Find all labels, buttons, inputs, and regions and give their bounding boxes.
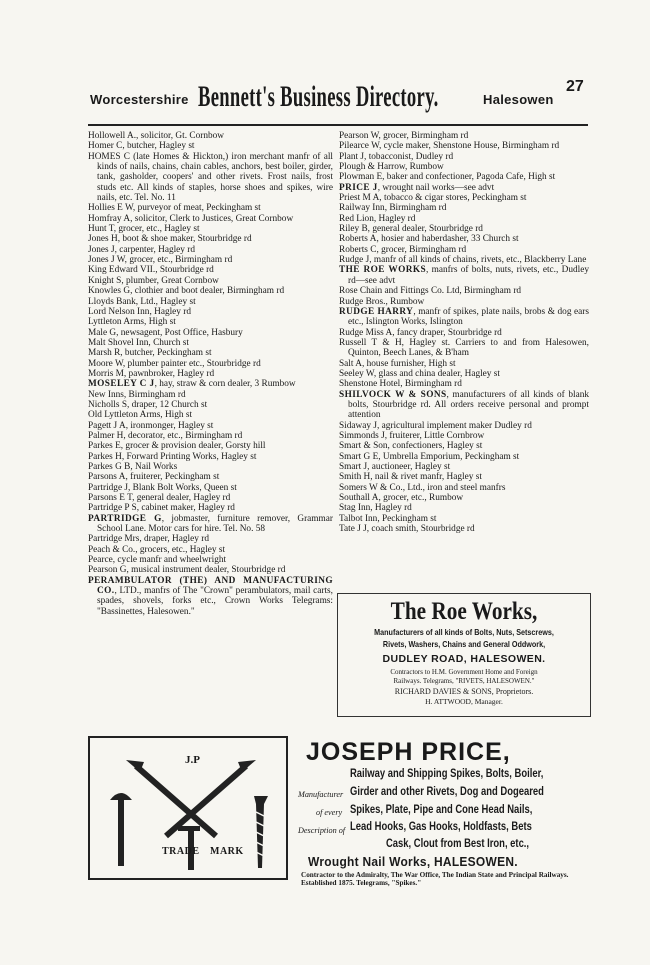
directory-entry: Morris M, pawnbroker, Hagley rd — [88, 368, 215, 379]
directory-entry: Knowles G, clothier and boot dealer, Birmingham rd — [88, 286, 285, 297]
directory-entry: Rose Chain and Fittings Co. Ltd, Birmingham rd — [339, 286, 522, 297]
directory-entry: Old Lyttleton Arms, High st — [88, 410, 193, 421]
roe-works-address: DUDLEY ROAD, HALESOWEN. — [382, 653, 546, 665]
directory-entry: Marsh R, butcher, Peckingham st — [88, 348, 212, 359]
directory-entry: RUDGE HARRY, manfr of spikes, plate nails, brobs & dog ears etc., Islington Works, Islington — [339, 306, 589, 328]
price-row2: Girder and other Rivets, Dog and Dogeared — [350, 786, 544, 798]
roe-works-manager: H. ATTWOOD, Manager. — [425, 697, 503, 706]
directory-entry: Moore W, plumber painter etc., Stourbridge rd — [88, 358, 261, 369]
directory-entry: Russell T & H, Hagley st. Carriers to and from Halesowen, Quinton, Beech Lanes, & B'ham — [339, 337, 589, 359]
directory-entry: Stag Inn, Hagley rd — [339, 503, 412, 514]
price-row5: Cask, Clout from Best Iron, etc., — [386, 838, 530, 850]
directory-entry: HOMES C (late Homes & Hickton,) iron merchant manfr of all kinds of nails, chains, chain cables, anchors, best boiler, girder, tank, gasholder, coopers' and other rivets. Frost nails, frost studs etc. All kinds of staples, horse shoes and spikes, wire nails, etc. Tel. No. 11 — [88, 151, 333, 204]
directory-entry: Parkes E, grocer & provision dealer, Gorsty hill — [88, 441, 266, 452]
directory-entry: Red Lion, Hagley rd — [339, 213, 416, 224]
directory-entry: Knight S, plumber, Great Cornbow — [88, 275, 219, 286]
directory-entry: Smith H, nail & rivet manfr, Hagley st — [339, 472, 482, 483]
directory-entry: Plant J, tobacconist, Dudley rd — [339, 151, 454, 162]
directory-entry: Smart G E, Umbrella Emporium, Peckingham st — [339, 451, 520, 462]
page-title: Bennett's Business Directory. — [198, 80, 439, 113]
directory-entry: PERAMBULATOR (THE) AND MANUFACTURING CO., LTD., manfrs of The "Crown" perambulators, mail carts, spades, shovels, forks etc., Crown Works Telegrams: "Bassinettes, Halesowen." — [88, 575, 333, 617]
price-row4: Lead Hooks, Gas Hooks, Holdfasts, Bets — [350, 821, 532, 833]
mark-label: MARK — [210, 846, 244, 857]
directory-entry: Somers W & Co., Ltd., iron and steel manfrs — [339, 482, 506, 493]
directory-entry: Sidaway J, agricultural implement maker Dudley rd — [339, 420, 532, 431]
directory-entry: Hunt T, grocer, etc., Hagley st — [88, 224, 200, 235]
header-rule — [88, 124, 588, 126]
joseph-price-advert — [88, 728, 591, 888]
roe-works-advert — [337, 593, 591, 717]
directory-entry: Rudge Bros., Rumbow — [339, 296, 425, 307]
roe-works-line1: Manufacturers of all kinds of Bolts, Nuts, Setscrews, — [374, 627, 554, 637]
directory-entry: Partridge J, Blank Bolt Works, Queen st — [88, 482, 237, 493]
left-column — [88, 131, 333, 617]
roe-works-proprietors: RICHARD DAVIES & SONS, Proprietors. — [394, 687, 534, 696]
directory-entry: SHILVOCK W & SONS, manufacturers of all kinds of blank bolts, Stourbridge rd. All orders receive personal and prompt attention — [339, 389, 589, 421]
directory-entry: Pearson W, grocer, Birmingham rd — [339, 131, 469, 141]
page-number: 27 — [566, 78, 584, 95]
directory-entry: Parsons A, fruiterer, Peckingham st — [88, 472, 220, 483]
directory-entry: Priest M A, tobacco & cigar stores, Peckingham st — [339, 193, 527, 204]
price-side-description: Description of — [298, 826, 346, 835]
directory-entry: Peach & Co., grocers, etc., Hagley st — [88, 544, 226, 555]
directory-entry: Roberts C, grocer, Birmingham rd — [339, 244, 467, 255]
directory-entry: Pagett J A, ironmonger, Hagley st — [88, 420, 214, 431]
directory-entry: Shenstone Hotel, Birmingham rd — [339, 379, 462, 390]
directory-entry: Pearce, cycle manfr and wheelwright — [88, 555, 227, 566]
directory-entry: Parkes G B, Nail Works — [88, 462, 178, 472]
directory-entry: Parsons E T, general dealer, Hagley rd — [88, 493, 231, 504]
directory-entry: Palmer H, decorator, etc., Birmingham rd — [88, 430, 243, 441]
directory-entry: Nicholls S, draper, 12 Church st — [88, 399, 208, 410]
directory-entry: Pilearce W, cycle maker, Shenstone House, Birmingham rd — [339, 141, 560, 152]
directory-entry: Simmonds J, fruiterer, Little Cornbrow — [339, 430, 485, 441]
directory-entry: Jones J, carpenter, Hagley rd — [88, 244, 196, 255]
directory-entry: Hollowell A., solicitor, Gt. Cornbow — [88, 131, 224, 141]
directory-entry: Plowman E, baker and confectioner, Pagoda Cafe, High st — [339, 172, 556, 183]
directory-entry: Jones H, boot & shoe maker, Stourbridge rd — [88, 234, 252, 245]
directory-entry: Roberts A, hosier and haberdasher, 33 Church st — [339, 234, 519, 245]
county-label: Worcestershire — [90, 92, 189, 107]
directory-entry: Rudge J, manfr of all kinds of chains, rivets, etc., Blackberry Lane — [339, 255, 587, 266]
trade-label: TRADE — [162, 846, 200, 857]
price-row3: Spikes, Plate, Pipe and Cone Head Nails, — [350, 804, 533, 816]
roe-works-contract1: Contractors to H.M. Government Home and Foreign — [390, 668, 538, 676]
directory-entry: New Inns, Birmingham rd — [88, 389, 186, 400]
directory-entry: Homer C, butcher, Hagley st — [88, 141, 195, 152]
trade-mark-initials: J.P — [185, 754, 200, 766]
town-label: Halesowen — [483, 92, 554, 107]
directory-entry: Smart & Son, confectioners, Hagley st — [339, 441, 483, 452]
directory-entry: MOSELEY C J, hay, straw & corn dealer, 3 Rumbow — [88, 379, 296, 390]
price-contractor: Contractor to the Admiralty, The War Office, The Indian State and Principal Railways. Established 1875. Telegrams, "Spikes." — [301, 871, 569, 888]
directory-entry: Partridge Mrs, draper, Hagley rd — [88, 534, 209, 545]
directory-entry: King Edward VII., Stourbridge rd — [88, 265, 214, 276]
price-side-every: of every — [316, 808, 343, 817]
directory-entry: Southall A, grocer, etc., Rumbow — [339, 493, 464, 504]
directory-entry: Pearson G, musical instrument dealer, Stourbridge rd — [88, 565, 286, 576]
directory-entry: Smart J, auctioneer, Hagley st — [339, 462, 451, 472]
directory-entry: Malt Shovel Inn, Church st — [88, 337, 189, 348]
roe-works-line2: Rivets, Washers, Chains and General Oddwork, — [382, 639, 546, 649]
crossed-nails-icon — [96, 756, 284, 878]
roe-works-contract2: Railways. Telegrams, "RIVETS, HALESOWEN." — [393, 676, 535, 685]
directory-entry: Tate J J, coach smith, Stourbridge rd — [339, 524, 475, 535]
directory-entry: Hollies E W, purveyor of meat, Peckingham st — [88, 203, 261, 214]
directory-entry: Seeley W, glass and china dealer, Hagley st — [339, 368, 500, 379]
directory-entry: Rudge Miss A, fancy draper, Stourbridge rd — [339, 327, 502, 338]
directory-entry: Lyttleton Arms, High st — [88, 317, 176, 328]
directory-entry: Talbot Inn, Peckingham st — [339, 513, 437, 524]
price-works: Wrought Nail Works, HALESOWEN. — [308, 854, 518, 869]
right-column — [339, 131, 589, 534]
joseph-price-name: JOSEPH PRICE, — [306, 738, 511, 766]
price-row1: Railway and Shipping Spikes, Bolts, Boiler, — [350, 768, 544, 780]
directory-entry: Salt A, house furnisher, High st — [339, 358, 456, 369]
directory-entry: Railway Inn, Birmingham rd — [339, 203, 447, 214]
directory-entry: Partridge P S, cabinet maker, Hagley rd — [88, 503, 235, 514]
directory-entry: PRICE J, wrought nail works—see advt — [339, 182, 495, 193]
price-side-manufacturer: Manufacturer — [298, 790, 344, 799]
directory-entry: PARTRIDGE G, jobmaster, furniture remover, Grammar School Lane. Motor cars for hire. Tel. No. 58 — [88, 513, 333, 535]
directory-entry: Riley B, general dealer, Stourbridge rd — [339, 224, 483, 235]
directory-entry: THE ROE WORKS, manfrs of bolts, nuts, rivets, etc., Dudley rd—see advt — [339, 265, 589, 286]
directory-entry: Male G, newsagent, Post Office, Hasbury — [88, 327, 243, 338]
directory-entry: Homfray A, solicitor, Clerk to Justices, Great Cornbow — [88, 213, 294, 224]
directory-entry: Plough & Harrow, Rumbow — [339, 162, 444, 173]
page-header — [90, 78, 590, 120]
roe-works-name: The Roe Works, — [390, 598, 538, 625]
trade-mark-frame — [88, 736, 288, 880]
directory-entry: Parkes H, Forward Printing Works, Hagley st — [88, 451, 257, 462]
directory-entry: Lloyds Bank, Ltd., Hagley st — [88, 296, 196, 307]
directory-entry: Jones J W, grocer, etc., Birmingham rd — [88, 255, 233, 266]
directory-entry: Lord Nelson Inn, Hagley rd — [88, 306, 192, 317]
